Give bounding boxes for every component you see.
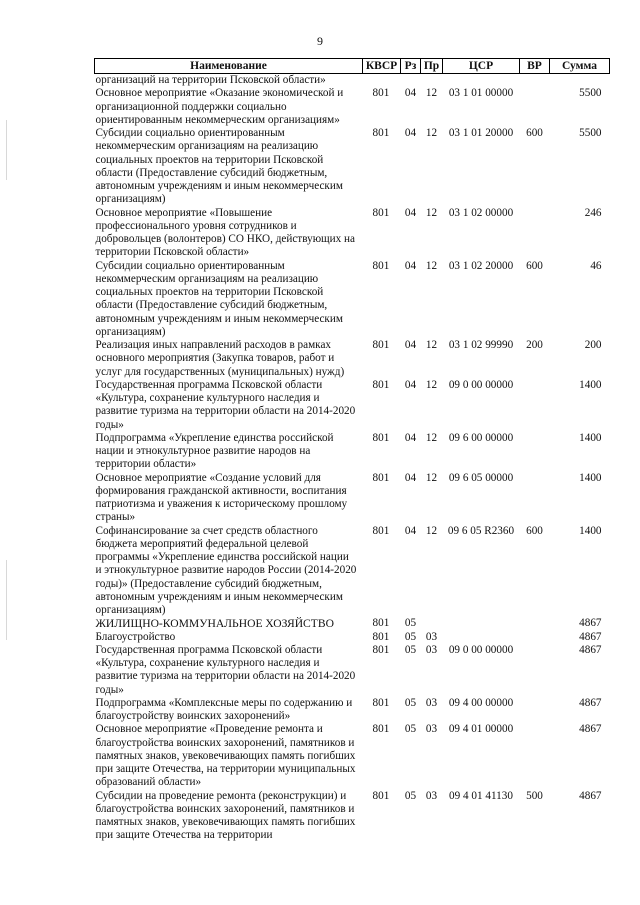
cell-pr: 03 xyxy=(425,630,438,643)
cell-name: Государственная программа Псковской области «Культура, сохранение культурного наследия и развитие туризма на территории области на 2014-2020 годы» xyxy=(95,378,356,431)
cell-kvsr: 801 xyxy=(372,259,390,272)
cell-rz: 05 xyxy=(404,643,417,656)
cell-csr: 03 1 01 00000 xyxy=(448,87,514,100)
cell-vr xyxy=(520,207,550,260)
table-row xyxy=(95,631,610,644)
cell-vr: 600 xyxy=(526,127,543,139)
cell-csr xyxy=(443,631,520,644)
cell-pr: 03 xyxy=(425,723,438,736)
table-row xyxy=(95,207,610,260)
table-row xyxy=(95,472,610,525)
cell-csr: 09 6 05 00000 xyxy=(448,471,514,484)
cell-rz: 05 xyxy=(404,789,417,802)
cell-sum: 200 xyxy=(584,339,602,351)
table-row xyxy=(95,87,610,127)
header-rz: Рз xyxy=(401,59,421,74)
cell-vr: 600 xyxy=(526,259,543,272)
cell-pr: 12 xyxy=(425,378,438,391)
cell-name: Основное мероприятие «Проведение ремонта и благоустройства воинских захоронений, памятников и памятных знаков, увековечивающих память погибших при защите Отечества, на территории муниципальных образований области» xyxy=(95,723,356,789)
header-sum: Сумма xyxy=(550,59,610,74)
budget-table xyxy=(94,58,610,843)
cell-name: Основное мероприятие «Повышение профессионального уровня сотрудников и добровольцев (волонтеров) СО НКО, действующих на территории Псковской области» xyxy=(95,206,355,259)
cell-pr: 12 xyxy=(425,127,438,139)
cell-pr: 12 xyxy=(425,206,438,219)
header-csr: ЦСР xyxy=(443,59,520,74)
cell-vr xyxy=(520,87,550,127)
cell-sum: 4867 xyxy=(579,630,602,643)
cell-csr: 03 1 01 20000 xyxy=(448,127,514,139)
cell-kvsr: 801 xyxy=(372,643,390,656)
cell-rz xyxy=(401,74,421,88)
table-row xyxy=(95,379,610,432)
cell-vr xyxy=(520,631,550,644)
cell-vr xyxy=(520,723,550,789)
cell-sum: 4867 xyxy=(579,789,602,802)
cell-name: Субсидии на проведение ремонта (реконструкции) и благоустройства воинских захоронений, памятников и памятных знаков, увековечивающих память погибших при защите Отечества на территории xyxy=(95,789,356,842)
cell-csr xyxy=(443,74,520,88)
cell-vr: 600 xyxy=(526,524,543,537)
cell-kvsr: 801 xyxy=(372,87,390,100)
cell-rz: 04 xyxy=(404,339,417,351)
cell-rz: 04 xyxy=(404,206,417,219)
cell-sum: 1400 xyxy=(579,378,602,391)
header-kvsr: КВСР xyxy=(363,59,401,74)
cell-rz: 05 xyxy=(404,630,417,643)
cell-name: Софинансирование за счет средств областного бюджета мероприятий федеральной целевой программы «Укрепление единства российской нации и этнокультурное развитие народов России (2014-2020 годы)» (Предоставление субсидий бюджетным, автономным учреждениям и иным некоммерческим организациям) xyxy=(95,524,357,616)
cell-csr: 09 4 01 41130 xyxy=(449,789,513,802)
table-row xyxy=(95,127,610,207)
cell-sum: 4867 xyxy=(579,617,602,630)
cell-rz: 04 xyxy=(404,431,417,444)
cell-pr: 03 xyxy=(425,789,438,802)
table-row xyxy=(95,260,610,340)
cell-csr: 09 6 00 00000 xyxy=(448,431,514,444)
cell-name: Основное мероприятие «Оказание экономической и организационной поддержки социально ориентированным некоммерческим организациям» xyxy=(95,87,344,126)
cell-name: организаций на территории Псковской области» xyxy=(95,74,326,86)
cell-kvsr: 801 xyxy=(372,378,390,391)
cell-rz: 04 xyxy=(404,378,417,391)
cell-csr: 03 1 02 99990 xyxy=(448,339,514,351)
cell-rz: 05 xyxy=(404,723,417,736)
cell-vr: 500 xyxy=(526,789,543,802)
cell-csr: 03 1 02 00000 xyxy=(448,206,514,219)
table-row xyxy=(95,697,610,724)
cell-kvsr: 801 xyxy=(372,471,390,484)
cell-pr: 12 xyxy=(425,471,438,484)
cell-sum: 1400 xyxy=(579,431,602,444)
cell-kvsr: 801 xyxy=(372,696,390,709)
cell-name: Благоустройство xyxy=(95,630,176,643)
cell-vr xyxy=(520,379,550,432)
cell-vr xyxy=(520,644,550,697)
table-row xyxy=(95,525,610,618)
table-row xyxy=(95,432,610,472)
cell-kvsr: 801 xyxy=(372,789,390,802)
cell-vr xyxy=(520,617,550,630)
header-vr: ВР xyxy=(520,59,550,74)
cell-sum: 5500 xyxy=(579,127,602,139)
cell-csr: 09 0 00 00000 xyxy=(448,643,514,656)
table-row xyxy=(95,723,610,789)
cell-kvsr: 801 xyxy=(372,339,390,351)
cell-sum: 46 xyxy=(590,259,602,272)
page-number: 9 xyxy=(317,34,323,48)
cell-rz: 04 xyxy=(404,87,417,100)
cell-name: Государственная программа Псковской области «Культура, сохранение культурного наследия и развитие туризма на территории области на 2014-2020 годы» xyxy=(95,643,356,696)
cell-vr xyxy=(520,697,550,724)
header-pr: Пр xyxy=(421,59,443,74)
cell-sum: 4867 xyxy=(579,643,602,656)
cell-name: Подпрограмма «Укрепление единства российской нации и этнокультурное развитие народов на территории области» xyxy=(95,431,334,471)
cell-name: Субсидии социально ориентированным некоммерческим организациям на реализацию социальных проектов на территории Псковской области (Предоставление субсидий бюджетным, автономным учреждениям и иным некоммерческим организациям) xyxy=(95,259,343,338)
cell-csr: 09 4 01 00000 xyxy=(448,723,514,736)
cell-pr: 12 xyxy=(425,259,438,272)
scan-edge-mark xyxy=(6,120,7,180)
cell-rz: 04 xyxy=(404,259,417,272)
cell-sum: 4867 xyxy=(579,723,602,736)
cell-sum: 246 xyxy=(584,206,602,219)
cell-pr: 03 xyxy=(425,643,438,656)
cell-vr xyxy=(520,74,550,88)
cell-rz: 04 xyxy=(404,471,417,484)
cell-kvsr: 801 xyxy=(372,524,390,537)
cell-kvsr: 801 xyxy=(372,431,390,444)
table-row xyxy=(95,74,610,88)
cell-pr: 12 xyxy=(425,524,438,537)
cell-sum: 1400 xyxy=(579,524,602,537)
scan-edge-mark xyxy=(6,560,7,640)
cell-pr: 03 xyxy=(425,696,438,709)
cell-vr xyxy=(520,472,550,525)
cell-pr xyxy=(421,74,443,88)
cell-kvsr: 801 xyxy=(372,206,390,219)
cell-name: ЖИЛИЩНО-КОММУНАЛЬНОЕ ХОЗЯЙСТВО xyxy=(95,617,334,631)
table-row xyxy=(95,339,610,379)
cell-pr: 12 xyxy=(425,339,438,351)
cell-kvsr: 801 xyxy=(372,630,390,643)
cell-csr: 09 4 00 00000 xyxy=(448,696,514,709)
cell-name: Реализация иных направлений расходов в рамках основного мероприятия (Закупка товаров, работ и услуг для государственных (муниципальных) нужд) xyxy=(95,339,345,378)
cell-csr: 09 0 00 00000 xyxy=(448,378,514,391)
cell-rz: 05 xyxy=(404,696,417,709)
table-row xyxy=(95,644,610,697)
cell-sum: 5500 xyxy=(579,87,602,100)
cell-name: Субсидии социально ориентированным некоммерческим организациям на реализацию социальных проектов на территории Псковской области (Предоставление субсидий бюджетным, автономным учреждениям и иным некоммерческим организациям) xyxy=(95,127,343,206)
cell-kvsr: 801 xyxy=(372,723,390,736)
cell-rz: 05 xyxy=(404,617,417,630)
cell-sum: 1400 xyxy=(579,471,602,484)
table-header-row xyxy=(95,59,610,74)
cell-pr: 12 xyxy=(425,431,438,444)
cell-csr: 03 1 02 20000 xyxy=(448,259,514,272)
cell-kvsr: 801 xyxy=(372,617,390,630)
table-row xyxy=(95,617,610,630)
cell-pr: 12 xyxy=(425,87,438,100)
cell-kvsr xyxy=(363,74,401,88)
cell-name: Основное мероприятие «Создание условий для формирования гражданской активности, воспитания патриотизма и уважения к историческому прошлому страны» xyxy=(95,471,348,524)
header-name: Наименование xyxy=(95,59,363,74)
cell-vr xyxy=(520,432,550,472)
cell-name: Подпрограмма «Комплексные меры по содержанию и благоустройству воинских захоронений» xyxy=(95,696,353,722)
cell-sum: 4867 xyxy=(579,696,602,709)
cell-csr: 09 6 05 R2360 xyxy=(447,524,515,537)
cell-rz: 04 xyxy=(404,524,417,537)
cell-kvsr: 801 xyxy=(372,127,390,139)
cell-rz: 04 xyxy=(404,127,417,139)
table-row xyxy=(95,790,610,843)
cell-pr xyxy=(421,617,443,630)
cell-csr xyxy=(443,617,520,630)
cell-sum xyxy=(550,74,610,88)
cell-vr: 200 xyxy=(526,339,543,351)
table-body xyxy=(95,74,610,843)
